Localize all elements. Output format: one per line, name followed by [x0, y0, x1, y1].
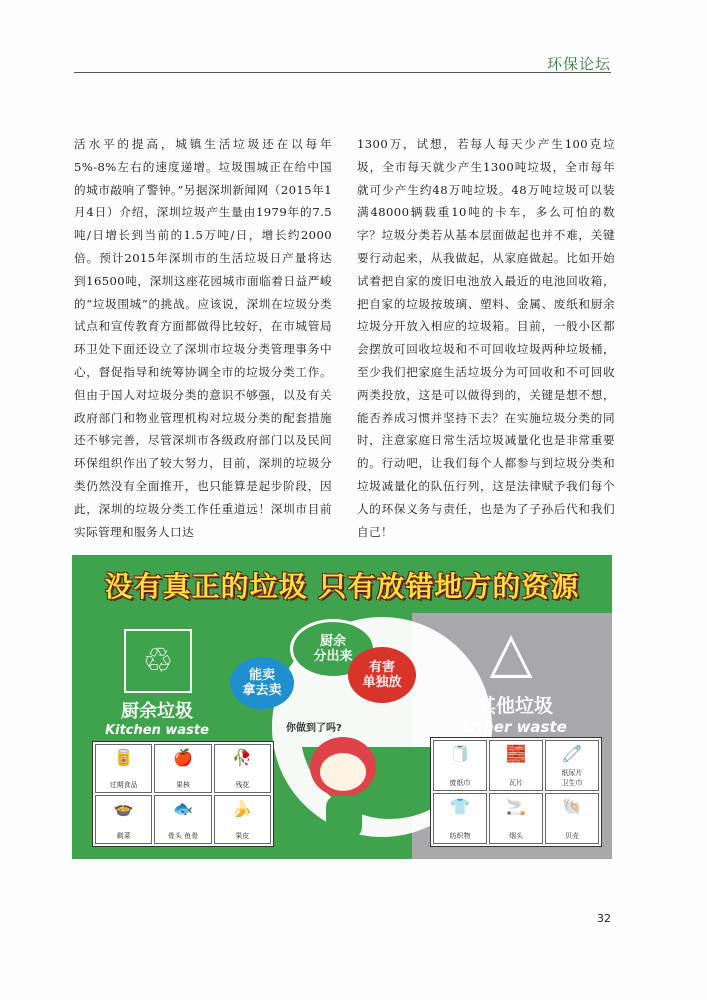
kitchen-waste-icon: ♲: [124, 629, 192, 693]
kitchen-waste-label-cn: 厨余垃圾: [121, 701, 193, 722]
recycle-triangle-icon: △: [489, 620, 533, 685]
other-item: 🐚 贝壳: [545, 793, 599, 844]
tile-icon: 🧱: [506, 744, 526, 763]
leftovers-icon: 🍲: [113, 799, 134, 818]
bubble-harmful: 有害 单独放: [348, 647, 416, 703]
kitchen-items-grid: [92, 741, 274, 847]
waste-sorting-poster: [72, 555, 612, 859]
fruit-core-icon: 🍎: [173, 748, 193, 767]
kitchen-item: 🍲 剩菜: [95, 795, 152, 844]
diaper-icon: 🧷: [562, 744, 582, 763]
shell-icon: 🐚: [562, 797, 582, 816]
kitchen-item: 🐟 骨头 鱼骨: [154, 795, 211, 844]
withered-flower-icon: 🥀: [232, 748, 253, 767]
mascot-face: [320, 753, 366, 791]
header-rule: [74, 72, 611, 73]
kitchen-waste-label-en: Kitchen waste: [105, 723, 209, 738]
expired-food-icon: 🥫: [113, 748, 134, 767]
article-right-column: 1300万，试想，若每人每天少产生100克垃圾，全市每天就少产生1300吨垃圾，全市每年就可少产生约48万吨垃圾。48万吨垃圾可以装满48000辆载重10吨的卡车，多么可怕的数字？垃圾分类若从基本层面做起也并不难，关键要行动起来，从我做起，从家庭做起。比如开始试着把自家的废旧电池放入最近的电池回收箱，把自家的垃圾按玻璃、塑料、金属、废纸和厨余垃圾分开放入相应的垃圾箱。目前，一般小区都会摆放可回收垃圾和不可回收垃圾两种垃圾桶，至少我们把家庭生活垃圾分为可回收和不可回收两类投放，这是可以做得到的，关键是想不想，能否养成习惯并坚持下去？在实施垃圾分类的同时，注意家庭日常生活垃圾减量化也是非常重要的。行动吧，让我们每个人都参与到垃圾分类和垃圾减量化的队伍行列，这是法律赋予我们每个人的环保义务与责任，也是为了子孙后代和我们自己！: [357, 137, 615, 539]
fruit-peel-icon: 🍌: [232, 799, 253, 818]
mascot-body: [326, 795, 362, 839]
other-item: 🚬 烟头: [489, 793, 543, 844]
kitchen-item: 🥫 过期食品: [95, 744, 152, 793]
fish-bone-icon: 🐟: [173, 799, 193, 818]
other-waste-label-en: Other waste: [463, 718, 567, 736]
tissue-icon: 🧻: [450, 744, 470, 763]
bubble-sell: 能卖 拿去卖: [230, 657, 294, 709]
other-waste-label: [450, 691, 580, 736]
kitchen-item: 🥀 残花: [214, 744, 271, 793]
article-left-column: 活水平的提高，城镇生活垃圾还在以每年5%-8%左右的速度递增。垃圾围城正在给中国的城市敲响了警钟。”另据深圳新闻网（2015年1月4日）介绍，深圳垃圾产生量由1979年的7.5吨/日增长到当前的1.5万吨/日，增长约2000倍。预计2015年深圳市的生活垃圾日产量将达到16500吨，深圳这座花园城市面临着日益严峻的“垃圾围城”的挑战。应该说，深圳在垃圾分类试点和宣传教育方面都做得比较好，在市城管局环卫处下面还设立了深圳市垃圾分类管理事务中心，督促指导和统筹协调全市的垃圾分类工作。但由于国人对垃圾分类的意识不够强，以及有关政府部门和物业管理机构对垃圾分类的配套措施还不够完善，尽管深圳市各级政府部门以及民间环保组织作出了较大努力，目前，深圳的垃圾分类仍然没有全面推开，也只能算是起步阶段，因此，深圳的垃圾分类工作任重道远！深圳市目前实际管理和服务人口达: [74, 137, 332, 539]
cigarette-icon: 🚬: [506, 797, 526, 816]
bubble-kitchen: 厨余 分出来: [290, 619, 376, 679]
kitchen-waste-label: [102, 697, 212, 738]
other-item: 🧱 瓦片: [489, 740, 543, 791]
textile-icon: 👕: [450, 797, 470, 816]
poster-title: 没有真正的垃圾 只有放错地方的资源: [104, 570, 580, 603]
page-number: 32: [597, 912, 611, 925]
kitchen-item: 🍌 果皮: [214, 795, 271, 844]
other-item: 👕 纺织物: [433, 793, 487, 844]
question-text: 你做到了吗?: [286, 723, 342, 734]
mascot: [302, 731, 386, 851]
other-waste-label-cn: 其他垃圾: [476, 695, 553, 717]
section-title: 环保论坛: [546, 55, 611, 73]
kitchen-item: 🍎 果核: [154, 744, 211, 793]
other-item: 🧷 纸尿片 卫生巾: [545, 740, 599, 791]
other-items-grid: [430, 737, 602, 847]
other-item: 🧻 废纸巾: [433, 740, 487, 791]
